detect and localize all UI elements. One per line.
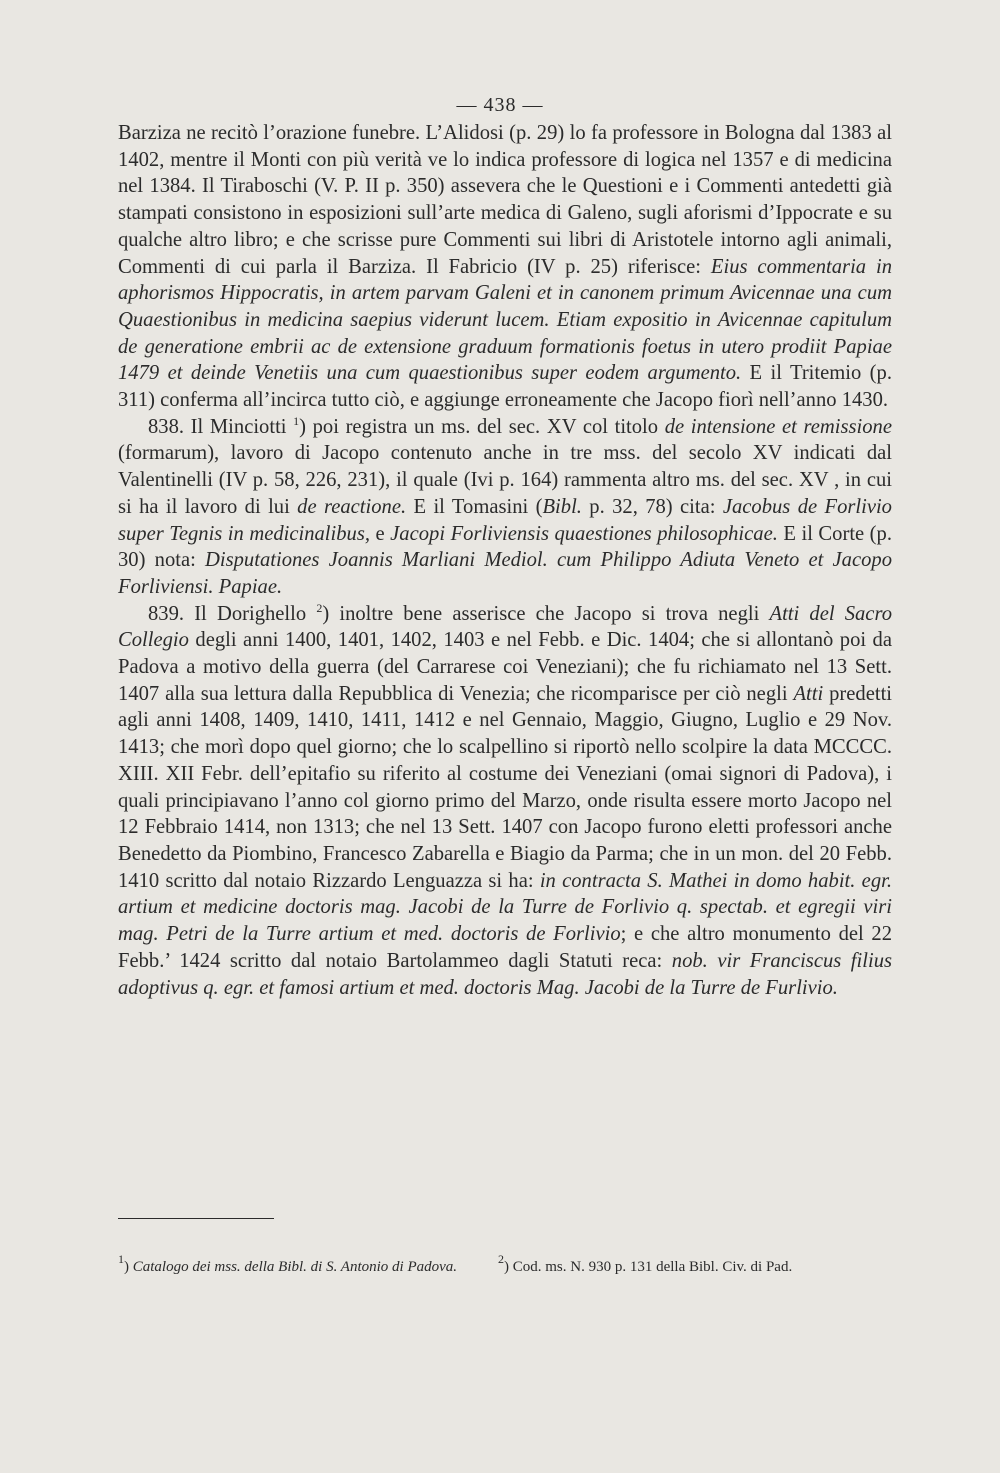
text-run: ) Cod. ms. N. 930 p. 131 della Bibl. Civ. di Pad.	[504, 1259, 793, 1275]
page-number: — 438 —	[456, 94, 544, 116]
italic-text-run: nob. vir Franciscus filius adoptivus q. egr. et famosi artium et med. doctoris Mag. Jacobi de la Turre de Furlivio.	[118, 949, 892, 999]
italic-text-run: Disputationes Joannis Marliani Mediol. cum Philippo Adiuta Veneto et Jacopo Forliviensi. Papiae.	[118, 549, 892, 598]
text-run: ) inoltre bene asserisce che Jacopo si trova negli	[322, 602, 770, 625]
paragraph-continued	[118, 120, 892, 414]
paragraph-838	[118, 414, 892, 601]
footnote-marker: 1	[293, 413, 300, 428]
text-run: 839. Il Dorighello	[148, 602, 317, 625]
footnote-1	[118, 1252, 484, 1277]
text-run: E il Tritemio (p. 311) conferma all’incirca tutto ciò, e aggiunge erroneamente che Jacopo fiorì nell’anno 1430.	[118, 362, 892, 412]
footnote-marker: 1	[118, 1252, 124, 1266]
italic-text-run: Bibl.	[542, 495, 582, 518]
text-run: e	[370, 522, 391, 545]
text-run: Barziza ne recitò l’orazione funebre. L’Alidosi (p. 29) lo fa professore in Bologna dal 1383 al 1402, mentre il Monti con più verità ve lo indica professore di logica nel 1357 e di medicina nel 1384. Il Tiraboschi (V. P. II p. 350) assevera che le Questioni e i Commenti antedetti già stampati consistono in esposizioni sull’arte medica di Galeno, sugli aforismi d’Ippocrate e su qualche altro libro; e che scrisse pure Commenti sui libri di Aristotele intorno agli animali, Commenti di cui parla il Barziza. Il Fabricio (IV p. 25) riferisce:	[118, 122, 892, 278]
italic-text-run: Atti	[793, 682, 824, 705]
footnote-marker: 2	[498, 1252, 504, 1266]
italic-text-run: Jacobus de Forlivio super Tegnis in medicinalibus,	[118, 495, 892, 545]
text-run: )	[124, 1259, 133, 1275]
italic-text-run: de intensione et remissione	[664, 415, 892, 438]
italic-text-run: in contracta S. Mathei in domo habit. egr. artium et medicine doctoris mag. Jacobi de la Turre de Forlivio q. spectab. et egregii viri mag. Petri de la Turre artium et med. doctoris de Forlivio	[118, 869, 892, 946]
footnote-divider	[118, 1218, 274, 1219]
text-run: E il Corte (p. 30) nota:	[118, 522, 892, 572]
italic-text-run: Jacopi Forliviensis quaestiones philosophicae.	[390, 522, 778, 545]
footnote-marker: 2	[316, 600, 323, 615]
italic-text-run: Atti del Sacro Collegio	[118, 602, 892, 652]
text-run: predetti agli anni 1408, 1409, 1410, 1411, 1412 e nel Gennaio, Maggio, Giugno, Luglio e 29 Nov. 1413; che morì dopo quel giorno; che lo scalpellino si riportò nello scolpire la data MCCCC. XIII. XII Febr. dell’epitafio su riferito al costume dei Veneziani (omai signori di Padova), i quali principiavano l’anno col giorno primo del Marzo, onde risulta essere morto Jacopo nel 12 Febbraio 1414, non 1313; che nel 13 Sett. 1407 con Jacopo furono eletti professori anche Benedetto da Piombino, Francesco Zabarella e Biagio da Parma; che in un mon. del 20 Febb. 1410 scritto dal notaio Rizzardo Lenguazza si ha:	[118, 682, 893, 892]
italic-text-run: Eius commentaria in aphorismos Hippocratis, in artem parvam Galeni et in canonem primum Avicennae una cum Quaestionibus in medicina saepius viderunt lucem. Etiam expositio in Avicennae capitulum de generatione embrii ac de extensione graduum formationis foetus in utero prodiit Papiae 1479 et deinde Venetiis una cum quaestionibus super eodem argumento.	[118, 255, 892, 385]
body-text	[118, 120, 892, 1001]
italic-text-run: Catalogo dei mss. della Bibl. di S. Antonio di Padova.	[132, 1259, 458, 1275]
text-run: (formarum), lavoro di Jacopo contenuto anche in tre mss. del secolo XV indicati dal Valentinelli (IV p. 58, 226, 231), il quale (Ivi p. 164) rammenta altro ms. del sec. XV , in cui si ha il lavoro di lui	[118, 442, 892, 518]
text-run: degli anni 1400, 1401, 1402, 1403 e nel Febb. e Dic. 1404; che si allontanò poi da Padova a motivo della guerra (del Carrarese coi Veneziani); che fu richiamato nel 13 Sett. 1407 alla sua lettura dalla Repubblica di Venezia; che ricomparisce per ciò negli	[118, 629, 892, 705]
text-run: ; e che altro monumento del 22 Febb.’ 1424 scritto dal notaio Bartolammeo dagli Statuti reca:	[118, 923, 892, 972]
text-run: 838. Il Minciotti	[148, 415, 294, 438]
text-run: ) poi registra un ms. del sec. XV col titolo	[299, 415, 665, 438]
text-run: E il Tomasini (	[406, 495, 543, 518]
paragraph-839	[118, 601, 892, 1002]
italic-text-run: de reactione.	[297, 495, 407, 518]
text-run: p. 32, 78) cita:	[581, 495, 723, 518]
footnote-2	[498, 1252, 892, 1277]
